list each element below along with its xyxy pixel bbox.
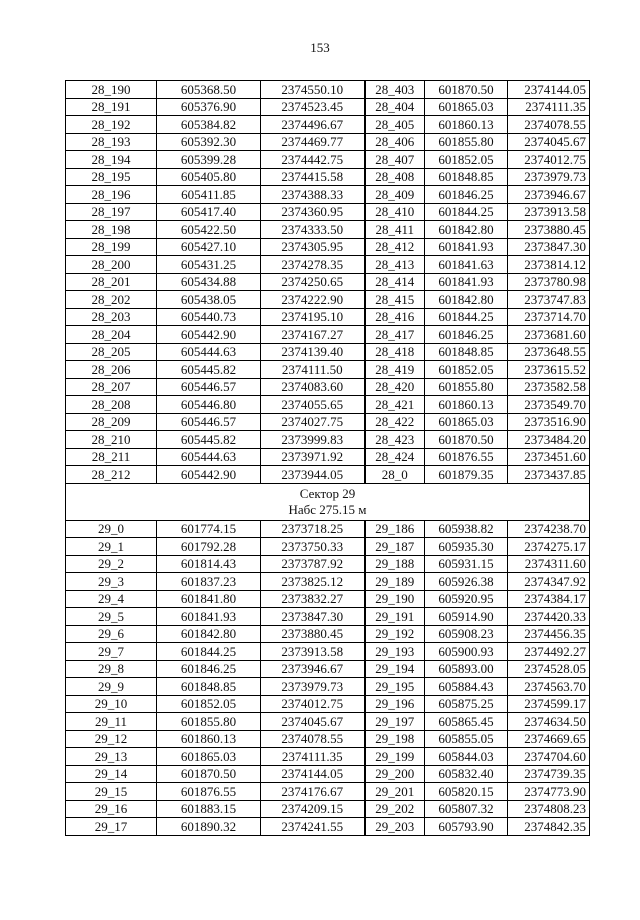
table-row (66, 98, 590, 116)
point-id-right: 29_187 (365, 538, 425, 556)
y-coord-right: 2374347.92 (508, 573, 590, 591)
sector-title: Сектор 29 (299, 485, 356, 501)
point-id-left: 28_195 (66, 168, 157, 186)
x-coord-left: 605392.30 (157, 133, 261, 151)
y-coord-right: 2374111.35 (508, 98, 590, 116)
y-coord-right: 2374275.17 (508, 538, 590, 556)
y-coord-left: 2374078.55 (261, 730, 365, 748)
x-coord-right: 601865.03 (425, 98, 508, 116)
x-coord-left: 605368.50 (157, 81, 261, 99)
x-coord-left: 601852.05 (157, 695, 261, 713)
table-row (66, 221, 590, 239)
y-coord-left: 2373787.92 (261, 555, 365, 573)
y-coord-right: 2373549.70 (508, 396, 590, 414)
point-id-left: 29_8 (66, 660, 157, 678)
x-coord-left: 601890.32 (157, 818, 261, 836)
x-coord-left: 605399.28 (157, 151, 261, 169)
y-coord-right: 2374384.17 (508, 590, 590, 608)
point-id-left: 29_6 (66, 625, 157, 643)
x-coord-left: 605445.82 (157, 361, 261, 379)
y-coord-right: 2373814.12 (508, 256, 590, 274)
y-coord-right: 2374311.60 (508, 555, 590, 573)
x-coord-right: 601846.25 (425, 186, 508, 204)
point-id-right: 28_419 (365, 361, 425, 379)
x-coord-left: 601876.55 (157, 783, 261, 801)
x-coord-right: 605832.40 (425, 765, 508, 783)
table-row (66, 466, 590, 484)
point-id-left: 28_210 (66, 431, 157, 449)
point-id-right: 29_199 (365, 748, 425, 766)
point-id-left: 28_197 (66, 203, 157, 221)
sector-header-cell (66, 483, 590, 520)
x-coord-right: 601848.85 (425, 168, 508, 186)
x-coord-left: 601860.13 (157, 730, 261, 748)
point-id-left: 28_199 (66, 238, 157, 256)
y-coord-right: 2374563.70 (508, 678, 590, 696)
point-id-right: 29_190 (365, 590, 425, 608)
y-coord-right: 2374456.35 (508, 625, 590, 643)
x-coord-left: 601837.23 (157, 573, 261, 591)
y-coord-left: 2374523.45 (261, 98, 365, 116)
x-coord-right: 601846.25 (425, 326, 508, 344)
point-id-right: 29_201 (365, 783, 425, 801)
x-coord-right: 601870.50 (425, 81, 508, 99)
point-id-left: 29_10 (66, 695, 157, 713)
x-coord-left: 601841.93 (157, 608, 261, 626)
y-coord-left: 2374250.65 (261, 273, 365, 291)
y-coord-left: 2373971.92 (261, 448, 365, 466)
point-id-right: 28_422 (365, 413, 425, 431)
y-coord-right: 2374808.23 (508, 800, 590, 818)
x-coord-left: 605384.82 (157, 116, 261, 134)
table-row (66, 413, 590, 431)
x-coord-left: 601848.85 (157, 678, 261, 696)
x-coord-left: 605438.05 (157, 291, 261, 309)
table-row (66, 730, 590, 748)
y-coord-right: 2374492.27 (508, 643, 590, 661)
y-coord-left: 2374278.35 (261, 256, 365, 274)
y-coord-right: 2373484.20 (508, 431, 590, 449)
x-coord-right: 605920.95 (425, 590, 508, 608)
point-id-right: 28_412 (365, 238, 425, 256)
y-coord-right: 2373681.60 (508, 326, 590, 344)
point-id-right: 29_188 (365, 555, 425, 573)
table-row (66, 520, 590, 538)
y-coord-left: 2374388.33 (261, 186, 365, 204)
x-coord-left: 605434.88 (157, 273, 261, 291)
x-coord-right: 605926.38 (425, 573, 508, 591)
sector-header-row (66, 483, 590, 520)
point-id-left: 29_9 (66, 678, 157, 696)
coordinates-table (65, 80, 590, 836)
point-id-right: 28_424 (365, 448, 425, 466)
point-id-right: 28_403 (365, 81, 425, 99)
page-number: 153 (310, 40, 330, 55)
table-row (66, 800, 590, 818)
y-coord-left: 2374111.35 (261, 748, 365, 766)
x-coord-left: 605444.63 (157, 343, 261, 361)
y-coord-left: 2373750.33 (261, 538, 365, 556)
table-row (66, 326, 590, 344)
table-row (66, 783, 590, 801)
y-coord-right: 2373847.30 (508, 238, 590, 256)
x-coord-right: 605807.32 (425, 800, 508, 818)
point-id-right: 29_191 (365, 608, 425, 626)
x-coord-right: 605875.25 (425, 695, 508, 713)
y-coord-left: 2374550.10 (261, 81, 365, 99)
x-coord-left: 605442.90 (157, 326, 261, 344)
point-id-left: 29_0 (66, 520, 157, 538)
y-coord-right: 2373451.60 (508, 448, 590, 466)
table-row (66, 238, 590, 256)
y-coord-right: 2373780.98 (508, 273, 590, 291)
table-row (66, 818, 590, 836)
y-coord-left: 2374139.40 (261, 343, 365, 361)
y-coord-right: 2374773.90 (508, 783, 590, 801)
point-id-left: 29_2 (66, 555, 157, 573)
y-coord-left: 2374167.27 (261, 326, 365, 344)
x-coord-right: 601852.05 (425, 151, 508, 169)
x-coord-right: 601852.05 (425, 361, 508, 379)
point-id-left: 28_196 (66, 186, 157, 204)
y-coord-right: 2374842.35 (508, 818, 590, 836)
y-coord-right: 2373747.83 (508, 291, 590, 309)
y-coord-right: 2373582.58 (508, 378, 590, 396)
y-coord-right: 2374704.60 (508, 748, 590, 766)
table-row (66, 81, 590, 99)
y-coord-right: 2373979.73 (508, 168, 590, 186)
point-id-left: 28_202 (66, 291, 157, 309)
table-row (66, 538, 590, 556)
point-id-right: 28_406 (365, 133, 425, 151)
x-coord-left: 605445.82 (157, 431, 261, 449)
point-id-left: 29_12 (66, 730, 157, 748)
x-coord-right: 601860.13 (425, 396, 508, 414)
y-coord-left: 2373979.73 (261, 678, 365, 696)
y-coord-right: 2373946.67 (508, 186, 590, 204)
table-row (66, 713, 590, 731)
x-coord-left: 601842.80 (157, 625, 261, 643)
y-coord-left: 2373880.45 (261, 625, 365, 643)
table-row (66, 608, 590, 626)
table-row (66, 203, 590, 221)
point-id-left: 29_15 (66, 783, 157, 801)
x-coord-left: 601774.15 (157, 520, 261, 538)
point-id-right: 29_200 (365, 765, 425, 783)
y-coord-right: 2374238.70 (508, 520, 590, 538)
x-coord-left: 601855.80 (157, 713, 261, 731)
table-row (66, 660, 590, 678)
y-coord-left: 2373944.05 (261, 466, 365, 484)
table-row (66, 590, 590, 608)
x-coord-right: 601842.80 (425, 291, 508, 309)
table-row (66, 256, 590, 274)
x-coord-right: 601842.80 (425, 221, 508, 239)
x-coord-right: 605793.90 (425, 818, 508, 836)
point-id-right: 28_407 (365, 151, 425, 169)
table-row (66, 765, 590, 783)
y-coord-right: 2374012.75 (508, 151, 590, 169)
point-id-left: 29_5 (66, 608, 157, 626)
x-coord-right: 605855.05 (425, 730, 508, 748)
y-coord-right: 2373437.85 (508, 466, 590, 484)
x-coord-left: 605440.73 (157, 308, 261, 326)
x-coord-left: 601792.28 (157, 538, 261, 556)
x-coord-left: 605431.25 (157, 256, 261, 274)
point-id-right: 28_411 (365, 221, 425, 239)
table-row (66, 555, 590, 573)
point-id-right: 29_198 (365, 730, 425, 748)
point-id-left: 28_192 (66, 116, 157, 134)
point-id-right: 29_193 (365, 643, 425, 661)
table-row (66, 643, 590, 661)
x-coord-right: 601879.35 (425, 466, 508, 484)
table-row (66, 573, 590, 591)
table-row (66, 291, 590, 309)
table-row (66, 431, 590, 449)
x-coord-right: 601841.93 (425, 238, 508, 256)
x-coord-left: 605405.80 (157, 168, 261, 186)
point-id-left: 28_203 (66, 308, 157, 326)
point-id-left: 29_13 (66, 748, 157, 766)
y-coord-left: 2373913.58 (261, 643, 365, 661)
x-coord-left: 601846.25 (157, 660, 261, 678)
point-id-right: 28_0 (365, 466, 425, 484)
table-row (66, 133, 590, 151)
y-coord-right: 2374669.65 (508, 730, 590, 748)
y-coord-left: 2373999.83 (261, 431, 365, 449)
point-id-left: 28_200 (66, 256, 157, 274)
table-row (66, 186, 590, 204)
point-id-right: 29_186 (365, 520, 425, 538)
point-id-left: 29_1 (66, 538, 157, 556)
point-id-left: 28_206 (66, 361, 157, 379)
y-coord-left: 2373832.27 (261, 590, 365, 608)
y-coord-left: 2374111.50 (261, 361, 365, 379)
x-coord-right: 601876.55 (425, 448, 508, 466)
x-coord-right: 601860.13 (425, 116, 508, 134)
x-coord-right: 605914.90 (425, 608, 508, 626)
x-coord-left: 601865.03 (157, 748, 261, 766)
point-id-right: 28_413 (365, 256, 425, 274)
y-coord-left: 2374415.58 (261, 168, 365, 186)
point-id-left: 28_193 (66, 133, 157, 151)
point-id-left: 28_190 (66, 81, 157, 99)
point-id-right: 29_194 (365, 660, 425, 678)
x-coord-left: 601870.50 (157, 765, 261, 783)
x-coord-right: 605884.43 (425, 678, 508, 696)
table-row (66, 678, 590, 696)
point-id-right: 28_404 (365, 98, 425, 116)
point-id-right: 29_189 (365, 573, 425, 591)
point-id-right: 28_417 (365, 326, 425, 344)
x-coord-right: 605931.15 (425, 555, 508, 573)
x-coord-right: 605844.03 (425, 748, 508, 766)
y-coord-left: 2374209.15 (261, 800, 365, 818)
table-row (66, 273, 590, 291)
point-id-left: 28_208 (66, 396, 157, 414)
point-id-left: 28_211 (66, 448, 157, 466)
x-coord-left: 605411.85 (157, 186, 261, 204)
point-id-right: 28_418 (365, 343, 425, 361)
point-id-right: 28_421 (365, 396, 425, 414)
x-coord-left: 601883.15 (157, 800, 261, 818)
table-row (66, 343, 590, 361)
point-id-left: 29_17 (66, 818, 157, 836)
table-row (66, 308, 590, 326)
x-coord-right: 605900.93 (425, 643, 508, 661)
table-row (66, 168, 590, 186)
point-id-right: 29_197 (365, 713, 425, 731)
x-coord-left: 605427.10 (157, 238, 261, 256)
table-row (66, 396, 590, 414)
x-coord-right: 605865.45 (425, 713, 508, 731)
y-coord-left: 2373825.12 (261, 573, 365, 591)
y-coord-right: 2374078.55 (508, 116, 590, 134)
point-id-left: 28_194 (66, 151, 157, 169)
y-coord-right: 2373648.55 (508, 343, 590, 361)
y-coord-left: 2373946.67 (261, 660, 365, 678)
y-coord-left: 2374333.50 (261, 221, 365, 239)
table-row (66, 748, 590, 766)
y-coord-left: 2374360.95 (261, 203, 365, 221)
y-coord-right: 2373714.70 (508, 308, 590, 326)
y-coord-left: 2374241.55 (261, 818, 365, 836)
table-row (66, 695, 590, 713)
y-coord-left: 2374496.67 (261, 116, 365, 134)
y-coord-right: 2373913.58 (508, 203, 590, 221)
y-coord-left: 2374469.77 (261, 133, 365, 151)
table-row (66, 361, 590, 379)
point-id-left: 28_198 (66, 221, 157, 239)
y-coord-right: 2374528.05 (508, 660, 590, 678)
y-coord-left: 2374305.95 (261, 238, 365, 256)
y-coord-left: 2374195.10 (261, 308, 365, 326)
y-coord-left: 2374045.67 (261, 713, 365, 731)
x-coord-right: 605820.15 (425, 783, 508, 801)
point-id-left: 28_201 (66, 273, 157, 291)
x-coord-right: 601865.03 (425, 413, 508, 431)
y-coord-right: 2373516.90 (508, 413, 590, 431)
point-id-left: 29_16 (66, 800, 157, 818)
sector-28-rows (66, 81, 590, 484)
x-coord-left: 605417.40 (157, 203, 261, 221)
sector-29-rows (66, 520, 590, 835)
point-id-right: 29_202 (365, 800, 425, 818)
point-id-right: 28_408 (365, 168, 425, 186)
y-coord-left: 2374027.75 (261, 413, 365, 431)
x-coord-left: 605376.90 (157, 98, 261, 116)
x-coord-left: 601814.43 (157, 555, 261, 573)
point-id-left: 28_207 (66, 378, 157, 396)
x-coord-right: 601855.80 (425, 378, 508, 396)
x-coord-right: 601841.93 (425, 273, 508, 291)
x-coord-left: 601844.25 (157, 643, 261, 661)
x-coord-left: 605422.50 (157, 221, 261, 239)
y-coord-right: 2374599.17 (508, 695, 590, 713)
x-coord-right: 605908.23 (425, 625, 508, 643)
x-coord-right: 601870.50 (425, 431, 508, 449)
point-id-right: 28_410 (365, 203, 425, 221)
x-coord-left: 605442.90 (157, 466, 261, 484)
sector-height: Набс 275.15 м (288, 501, 367, 517)
y-coord-right: 2374739.35 (508, 765, 590, 783)
x-coord-right: 601844.25 (425, 308, 508, 326)
point-id-right: 28_423 (365, 431, 425, 449)
point-id-right: 28_416 (365, 308, 425, 326)
point-id-left: 29_14 (66, 765, 157, 783)
table-row (66, 448, 590, 466)
point-id-left: 29_11 (66, 713, 157, 731)
y-coord-left: 2374012.75 (261, 695, 365, 713)
x-coord-right: 601841.63 (425, 256, 508, 274)
point-id-right: 28_420 (365, 378, 425, 396)
y-coord-left: 2373718.25 (261, 520, 365, 538)
y-coord-right: 2374420.33 (508, 608, 590, 626)
point-id-left: 29_3 (66, 573, 157, 591)
table-row (66, 116, 590, 134)
x-coord-right: 605938.82 (425, 520, 508, 538)
sector-29-header (66, 483, 590, 520)
y-coord-left: 2374222.90 (261, 291, 365, 309)
point-id-right: 28_405 (365, 116, 425, 134)
point-id-left: 28_209 (66, 413, 157, 431)
y-coord-left: 2373847.30 (261, 608, 365, 626)
x-coord-left: 601841.80 (157, 590, 261, 608)
point-id-left: 29_7 (66, 643, 157, 661)
point-id-left: 28_191 (66, 98, 157, 116)
point-id-right: 29_195 (365, 678, 425, 696)
table-row (66, 625, 590, 643)
point-id-left: 28_204 (66, 326, 157, 344)
x-coord-left: 605446.80 (157, 396, 261, 414)
y-coord-left: 2374176.67 (261, 783, 365, 801)
x-coord-left: 605446.57 (157, 413, 261, 431)
point-id-left: 29_4 (66, 590, 157, 608)
y-coord-left: 2374055.65 (261, 396, 365, 414)
x-coord-right: 601848.85 (425, 343, 508, 361)
point-id-right: 29_196 (365, 695, 425, 713)
x-coord-right: 601844.25 (425, 203, 508, 221)
table-row (66, 378, 590, 396)
x-coord-left: 605446.57 (157, 378, 261, 396)
x-coord-right: 605935.30 (425, 538, 508, 556)
y-coord-right: 2374634.50 (508, 713, 590, 731)
y-coord-right: 2374144.05 (508, 81, 590, 99)
table-row (66, 151, 590, 169)
y-coord-left: 2374083.60 (261, 378, 365, 396)
x-coord-left: 605444.63 (157, 448, 261, 466)
y-coord-left: 2374144.05 (261, 765, 365, 783)
y-coord-right: 2374045.67 (508, 133, 590, 151)
y-coord-left: 2374442.75 (261, 151, 365, 169)
point-id-left: 28_205 (66, 343, 157, 361)
point-id-left: 28_212 (66, 466, 157, 484)
x-coord-right: 605893.00 (425, 660, 508, 678)
y-coord-right: 2373880.45 (508, 221, 590, 239)
point-id-right: 28_414 (365, 273, 425, 291)
point-id-right: 28_415 (365, 291, 425, 309)
point-id-right: 29_203 (365, 818, 425, 836)
x-coord-right: 601855.80 (425, 133, 508, 151)
y-coord-right: 2373615.52 (508, 361, 590, 379)
point-id-right: 29_192 (365, 625, 425, 643)
point-id-right: 28_409 (365, 186, 425, 204)
